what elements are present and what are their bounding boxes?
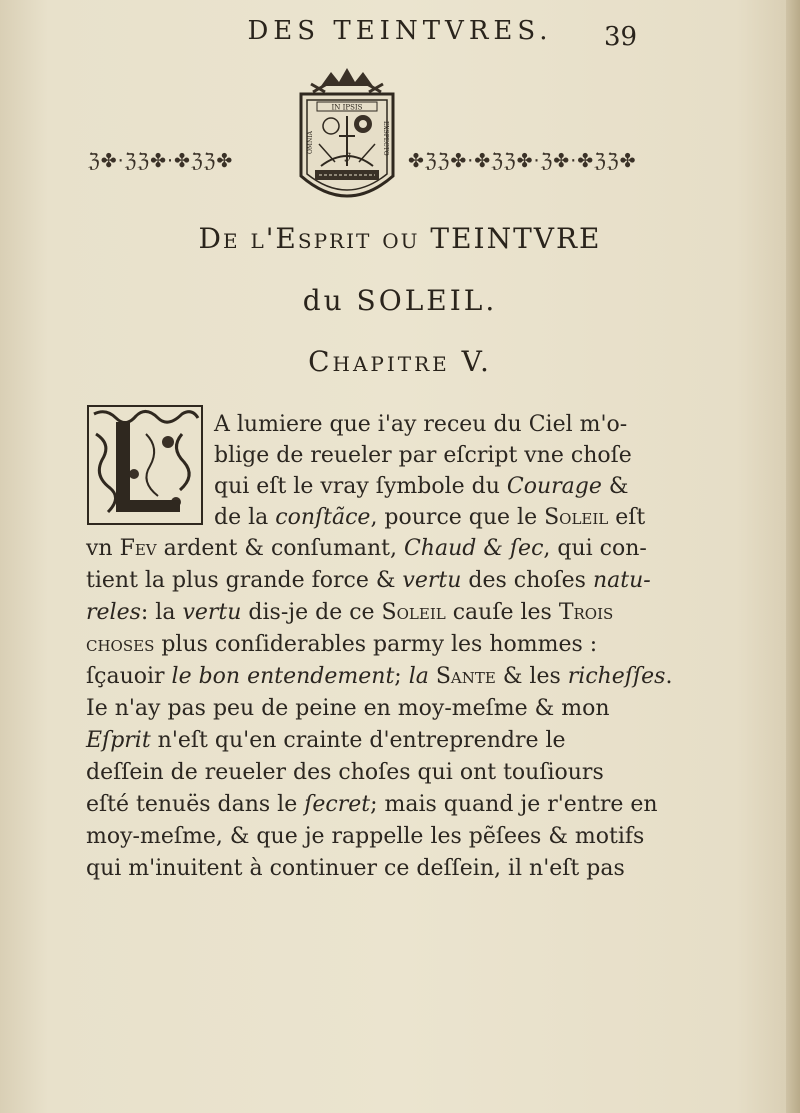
italic-text: reles [86,600,141,625]
body-line [86,568,651,593]
italic-text: la [408,664,429,689]
text-run: , pource que le [370,505,545,530]
body-line [86,728,566,753]
chapter-title-line-2: du SOLEIL. [302,284,498,317]
body-line [214,474,628,499]
small-caps-text: Trois [558,600,614,625]
small-caps-text: Fev [119,536,157,561]
italic-text: vertu [182,600,242,625]
text-run: , qui con- [543,536,647,561]
italic-text: natu- [592,568,651,593]
text-run: n'eſt qu'en crainte d'entreprendre le [150,728,566,753]
text-run: A lumiere que i'ay receu du Ciel m'o- [214,412,628,437]
text-run: Ie n'ay pas peu de peine en moy-meſme & mon [86,696,610,721]
text-run: plus conſiderables parmy les hommes : [154,632,598,657]
text-run: & les [495,664,568,689]
chapter-title-line-1 [0,222,800,255]
body-line [214,443,632,468]
text-run: des choſes [461,568,593,593]
crest-banner-text: IN IPSIS [331,103,363,112]
text-run: vn [86,536,120,561]
ornament-band-left: ℨ✤·ℨℨ✤·✤ℨℨ✤ [88,150,234,172]
text-run: qui m'inuitent à continuer ce deſſein, il n'eſt pas [86,856,625,881]
body-line [86,824,644,849]
small-caps-text: Soleil [381,600,446,625]
text-run: eſt [608,505,646,530]
title-prefix: De l'Esprit ou [198,222,431,255]
body-line [86,536,647,561]
small-caps-text: Soleil [544,505,609,530]
body-line [86,856,625,881]
ornament-band-right: ✤ℨℨ✤·✤ℨℨ✤·ℨ✤·✤ℨℨ✤ [408,150,637,172]
text-run: ardent & conſumant, [156,536,404,561]
text-run: : la [140,600,183,625]
crest-left-text: OMNIA [307,130,314,154]
italic-text: richeſſes [567,664,666,689]
text-run: de la [214,505,276,530]
page-number: 39 [604,22,638,52]
italic-text: conſtãce [275,505,371,530]
italic-text: vertu [402,568,462,593]
text-run: blige de reueler par eſcript vne choſe [214,443,632,468]
chapter-heading: Chapitre V. [308,345,492,378]
decorated-initial-L [86,404,204,526]
text-run: eſté tenuës dans le [86,792,305,817]
body-line [86,696,610,721]
text-run: ; mais quand je r'entre en [370,792,658,817]
svg-text:ℨ: ℨ [343,152,351,163]
text-run: & [601,474,629,499]
running-head: DES TEINTVRES. [247,16,553,46]
body-line [86,632,597,657]
text-run: ſçauoir [86,664,172,689]
printer-device-crest [291,66,403,206]
text-run: deſſein de reueler des choſes qui ont touſiours [86,760,604,785]
text-run: dis-je de ce [241,600,382,625]
italic-text: Chaud & ſec [403,536,544,561]
text-run [429,664,436,689]
page-edge [786,0,800,1113]
italic-text: ſecret [304,792,371,817]
crest-right-text: EXSPECTO [382,121,389,156]
small-caps-text: choses [86,632,155,657]
body-line [214,505,645,530]
text-run: cauſe les [445,600,559,625]
text-run: ; [394,664,409,689]
italic-text: Eſprit [86,728,151,753]
text-run: . [665,664,673,689]
text-run: tient la plus grande force & [86,568,403,593]
text-run: moy-meſme, & que je rappelle les pẽſees & motifs [86,824,645,849]
body-line [86,760,604,785]
italic-text: le bon entendement [171,664,395,689]
body-line [214,412,627,437]
body-line [86,600,613,625]
italic-text: Courage [506,474,602,499]
title-teinture: TEINTVRE [430,222,602,255]
text-run: qui eſt le vray ſymbole du [214,474,507,499]
body-line [86,792,658,817]
body-line [86,664,672,689]
small-caps-text: Sante [435,664,496,689]
